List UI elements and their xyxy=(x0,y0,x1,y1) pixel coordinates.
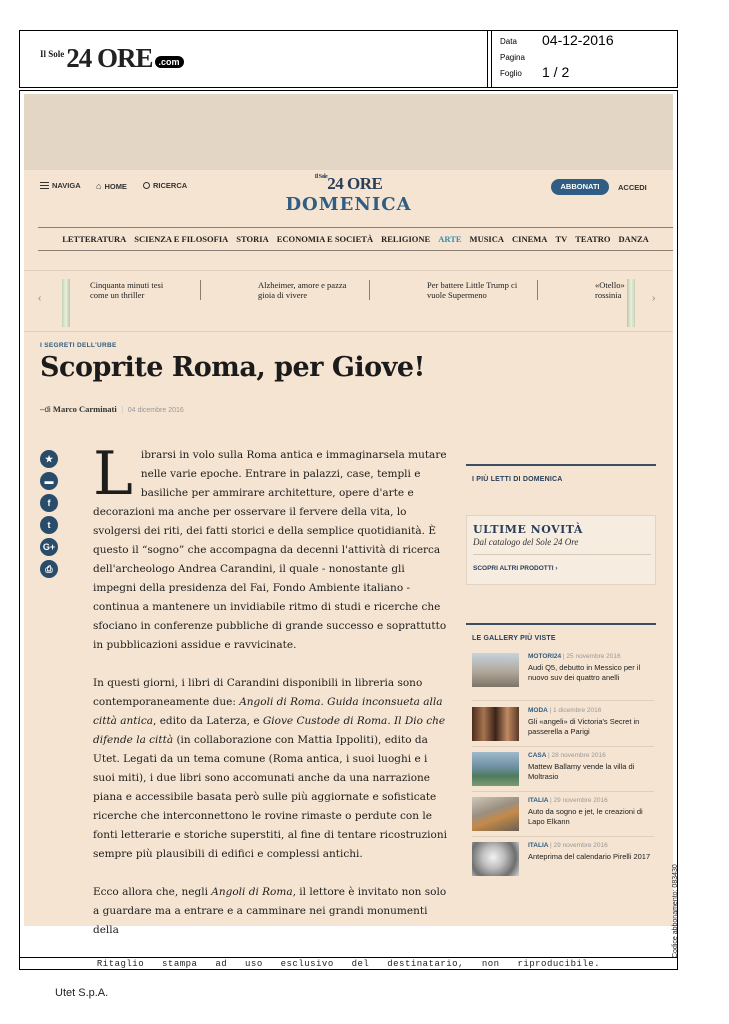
carousel-item[interactable] xyxy=(258,280,346,300)
sidebar-rule xyxy=(466,464,656,466)
divider xyxy=(472,836,654,837)
tab-teatro[interactable]: TEATRO xyxy=(575,234,611,244)
article-byline: –di Marco Carminati | 04 dicembre 2016 xyxy=(40,404,184,414)
tab-scienza-filosofia[interactable]: SCIENZA E FILOSOFIA xyxy=(134,234,229,244)
paragraph-text: ibrarsi in volo sulla Roma antica e immaginarsela mutare nelle varie epoche. Entrare in palazzi, case, templi e basiliche per ammirare architetture, opere d'arte e decorazioni ma anche per osservare il fervere della vita, lo svolgersi dei riti, dei fatti storici e della semplice quotidianità. È questo il “sogno” che accompagna da decenni l'attività di ricerca dell'archeologo Andrea Carandini, il quale - nonostante gli impegni della presidenza del Fai, Fondo Ambiente italiano - continua a mantenere un invidiabile ritmo di studi e ricerche che sfociano in conferenze pubbliche di grande successo e soprattutto in pubblicazioni assidue e ravvicinate. xyxy=(93,449,447,651)
gallery-thumbnail xyxy=(472,752,519,786)
gallery-item[interactable] xyxy=(472,653,652,693)
gallery-date: 28 novembre 2016 xyxy=(551,752,606,759)
brand-main: 24 ORE xyxy=(327,174,383,193)
comment-icon[interactable]: ▬ xyxy=(40,472,58,490)
web-page xyxy=(24,94,673,936)
sole24ore-logo xyxy=(40,45,184,71)
data-value: 04-12-2016 xyxy=(542,32,614,48)
gallery-heading: LE GALLERY PIÙ VISTE xyxy=(472,635,556,642)
logo-prefix: Il Sole xyxy=(40,49,65,59)
gallery-item[interactable] xyxy=(472,842,652,882)
gallery-category: MODA | 1 dicembre 2016 xyxy=(528,707,602,714)
tab-tv[interactable]: TV xyxy=(555,234,568,244)
tab-arte[interactable]: ARTE xyxy=(438,234,462,244)
print-icon[interactable]: ⎙ xyxy=(40,560,58,578)
article-date: 04 dicembre 2016 xyxy=(127,407,184,414)
book-title: Giove Custode di Roma. Il Dio che difende la città xyxy=(93,715,446,746)
gallery-category: ITALIA | 29 novembre 2016 xyxy=(528,842,608,849)
carousel-thumb-stripe xyxy=(627,279,635,327)
gallery-title: Mattew Ballamy vende la villa di Moltrasio xyxy=(528,762,635,781)
logo-suffix: .com xyxy=(155,56,184,68)
gallery-category: CASA | 28 novembre 2016 xyxy=(528,752,606,759)
gallery-category: MOTORI24 | 25 novembre 2016 xyxy=(528,653,621,660)
gallery-thumbnail xyxy=(472,842,519,876)
article-paragraph xyxy=(93,439,448,655)
tab-cinema[interactable]: CINEMA xyxy=(512,234,548,244)
sidebar-rule xyxy=(466,623,656,625)
naviga-label: NAVIGA xyxy=(52,181,81,190)
carousel-item-line: Cinquanta minuti tesi xyxy=(90,280,164,290)
category-label: CASA xyxy=(528,752,547,759)
carousel-item[interactable] xyxy=(427,280,517,300)
chevron-right-icon: › xyxy=(555,565,558,572)
category-label: MOTORI24 xyxy=(528,653,562,660)
divider xyxy=(472,746,654,747)
related-carousel xyxy=(24,270,673,332)
home-icon: ⌂ xyxy=(96,181,102,191)
home-label: HOME xyxy=(104,181,127,191)
gallery-title: Auto da sogno e jet, le creazioni di Lapo Elkann xyxy=(528,807,643,826)
link-label: SCOPRI ALTRI PRODOTTI xyxy=(473,565,554,572)
byline-prefix: –di xyxy=(40,405,51,414)
divider xyxy=(472,791,654,792)
gallery-category: ITALIA | 29 novembre 2016 xyxy=(528,797,608,804)
twitter-icon[interactable]: t xyxy=(40,516,58,534)
divider xyxy=(472,700,654,701)
paragraph-text: , edito da Laterza, e xyxy=(153,715,263,727)
data-label: Data xyxy=(500,37,517,46)
carousel-item-line: «Otello» xyxy=(595,280,625,290)
gallery-date: 29 novembre 2016 xyxy=(553,842,608,849)
gallery-date: 1 dicembre 2016 xyxy=(552,707,602,714)
article-body xyxy=(93,439,448,959)
article-paragraph xyxy=(93,883,448,940)
carousel-item-line: Per battere Little Trump ci xyxy=(427,280,518,290)
novita-title: ULTIME NOVITÀ xyxy=(473,523,583,536)
carousel-item-line: gioia di vivere xyxy=(258,290,308,300)
pagina-label: Pagina xyxy=(500,53,525,62)
gallery-title: Audi Q5, debutto in Messico per il nuovo suv dei quattro anelli xyxy=(528,663,641,682)
gallery-thumbnail xyxy=(472,653,519,687)
tab-storia[interactable]: STORIA xyxy=(236,234,269,244)
category-label: ITALIA xyxy=(528,842,549,849)
carousel-divider xyxy=(369,280,370,300)
carousel-divider xyxy=(537,280,538,300)
gallery-item[interactable] xyxy=(472,752,652,792)
tab-letteratura[interactable]: LETTERATURA xyxy=(62,234,127,244)
book-title: Angoli di Roma, xyxy=(211,886,296,898)
paragraph-text: (in collaborazione con Mattia Ippoliti), edito da Utet. Legati da un tema comune (Roma antica, i suoi luoghi e i suoi miti), i due libri sono accomunati anche da una narrazione piana e accessibile basata però sulle più aggiornate e sofisticate ricerche che interconnettono le rovine rimaste o perdute con le fonti letterarie e storiche superstiti, al fine di tentare ricostruzioni sempre più plausibili di edifici e complessi antichi. xyxy=(93,734,447,860)
ricerca-label: RICERCA xyxy=(153,181,188,190)
article-kicker[interactable]: I SEGRETI DELL'URBE xyxy=(40,342,117,349)
brand-domenica[interactable]: DOMENICA xyxy=(285,194,412,215)
carousel-item-line: rossinia xyxy=(595,290,622,300)
tab-religione[interactable]: RELIGIONE xyxy=(381,234,431,244)
codice-abbonamento: Codice abbonamento: 083430 xyxy=(672,864,679,958)
scopri-prodotti-link[interactable] xyxy=(473,565,558,572)
carousel-item[interactable] xyxy=(90,280,163,300)
facebook-icon[interactable]: f xyxy=(40,494,58,512)
gallery-item[interactable] xyxy=(472,707,652,747)
gallery-date: 25 novembre 2016 xyxy=(566,653,621,660)
tab-economia-societa[interactable]: ECONOMIA E SOCIETÀ xyxy=(276,234,374,244)
category-nav xyxy=(38,227,673,251)
gallery-date: 29 novembre 2016 xyxy=(553,797,608,804)
chevron-right-icon[interactable]: › xyxy=(652,293,656,304)
clipping-logo-cell xyxy=(20,31,488,87)
carousel-item-line: Alzheimer, amore e pazza xyxy=(258,280,347,290)
article-title: Scoprite Roma, per Giove! xyxy=(40,352,425,383)
novita-subtitle: Dal catalogo del Sole 24 Ore xyxy=(473,537,579,547)
author-name[interactable]: Marco Carminati xyxy=(52,404,117,414)
tab-musica[interactable]: MUSICA xyxy=(469,234,505,244)
abbonati-button[interactable]: ABBONATI xyxy=(551,179,609,195)
accedi-button[interactable]: ACCEDI xyxy=(618,183,647,192)
foglio-value: 1 / 2 xyxy=(542,64,570,80)
chevron-left-icon[interactable]: ‹ xyxy=(38,293,42,304)
clipping-meta-cell xyxy=(491,31,677,87)
carousel-item-line: vuole Supermeno xyxy=(427,290,487,300)
drop-cap: L xyxy=(93,439,133,509)
ultime-novita-box xyxy=(466,515,656,585)
gallery-item[interactable] xyxy=(472,797,652,837)
book-title: Angoli di Roma. Guida inconsueta alla città antica xyxy=(93,696,443,727)
ad-banner xyxy=(24,94,673,170)
clipping-disclaimer: Ritaglio stampa ad uso esclusivo del destinatario, non riproducibile. xyxy=(96,959,601,969)
category-label: MODA xyxy=(528,707,548,714)
clipping-header xyxy=(19,30,678,88)
paragraph-text: Ecco allora che, negli xyxy=(93,886,212,898)
category-label: ITALIA xyxy=(528,797,549,804)
star-icon[interactable]: ★ xyxy=(40,450,58,468)
carousel-item[interactable] xyxy=(595,280,627,300)
brand-small: Il Sole xyxy=(314,174,328,180)
googleplus-icon[interactable]: G+ xyxy=(40,538,58,556)
paragraph-text: In questi giorni, i libri di Carandini disponibili in libreria sono contemporaneamente due: xyxy=(93,677,423,708)
gallery-thumbnail xyxy=(472,797,519,831)
carousel-divider xyxy=(200,280,201,300)
tab-danza[interactable]: DANZA xyxy=(618,234,649,244)
article-paragraph xyxy=(93,674,448,864)
carousel-item-line: come un thriller xyxy=(90,290,145,300)
piu-letti-heading: I PIÙ LETTI DI DOMENICA xyxy=(472,476,563,483)
gallery-title: Anteprima del calendario Pirelli 2017 xyxy=(528,852,651,861)
carousel-thumb-stripe xyxy=(62,279,70,327)
divider xyxy=(473,554,651,555)
logo-main: 24 ORE xyxy=(66,43,153,73)
gallery-thumbnail xyxy=(472,707,519,741)
gallery-title: Gli «angeli» di Victoria's Secret in passerella a Parigi xyxy=(528,717,640,736)
company-name: Utet S.p.A. xyxy=(55,987,109,999)
foglio-label: Foglio xyxy=(500,69,522,78)
paragraph-text: il lettore è invitato non solo a guardare ma a entrare e a camminare nei grandi monumenti della xyxy=(93,886,447,936)
